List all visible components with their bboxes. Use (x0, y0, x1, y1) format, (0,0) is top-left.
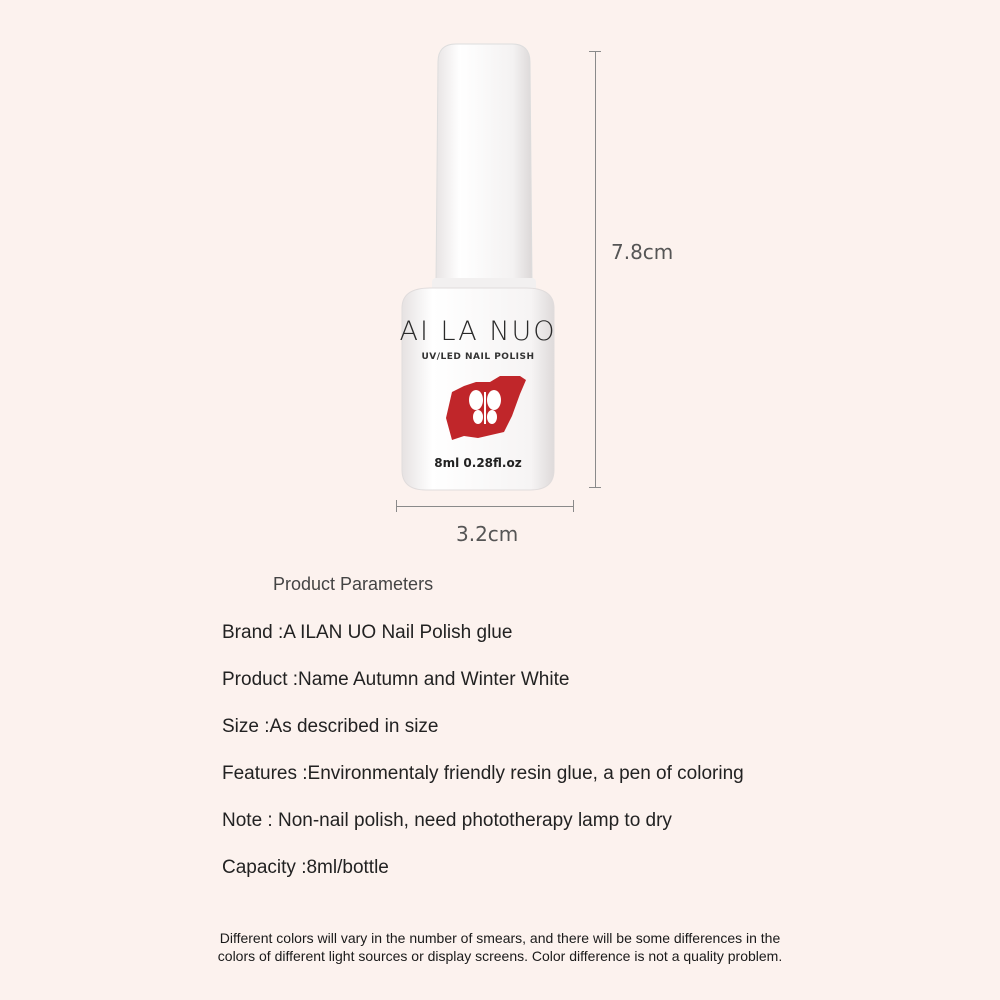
height-dimension-line (595, 51, 596, 487)
height-dimension-cap-top (589, 51, 601, 52)
param-size: Size :As described in size (222, 716, 439, 737)
width-dimension-line (396, 506, 573, 507)
disclaimer-line-1: Different colors will vary in the number of smears, and there will be some differences in the (219, 930, 781, 946)
param-capacity: Capacity :8ml/bottle (222, 857, 389, 878)
width-label: 3.2cm (456, 522, 519, 546)
product-image (380, 40, 560, 510)
parameters-list (222, 622, 744, 904)
param-note: Note : Non-nail polish, need phototherapy lamp to dry (222, 810, 672, 831)
height-dimension-cap-bottom (589, 487, 601, 488)
bottle-illustration (380, 40, 576, 510)
disclaimer (150, 929, 850, 965)
param-features: Features :Environmentaly friendly resin glue, a pen of coloring (222, 763, 744, 784)
butterfly-icon (469, 390, 501, 424)
width-dimension-cap-left (396, 500, 397, 512)
height-label: 7.8cm (611, 240, 674, 264)
param-product-name: Product :Name Autumn and Winter White (222, 669, 570, 690)
parameters-title: Product Parameters (273, 574, 434, 594)
bottle-cap (436, 44, 532, 284)
bottle-subtitle: UV/LED NAIL POLISH (421, 352, 535, 362)
disclaimer-line-2: colors of different light sources or display screens. Color difference is not a quality problem. (217, 948, 783, 964)
bottle-brand: AI LA NUO (399, 316, 557, 347)
bottle-volume: 8ml 0.28fl.oz (434, 456, 522, 470)
width-dimension-cap-right (573, 500, 574, 512)
param-brand: Brand :A ILAN UO Nail Polish glue (222, 622, 513, 643)
